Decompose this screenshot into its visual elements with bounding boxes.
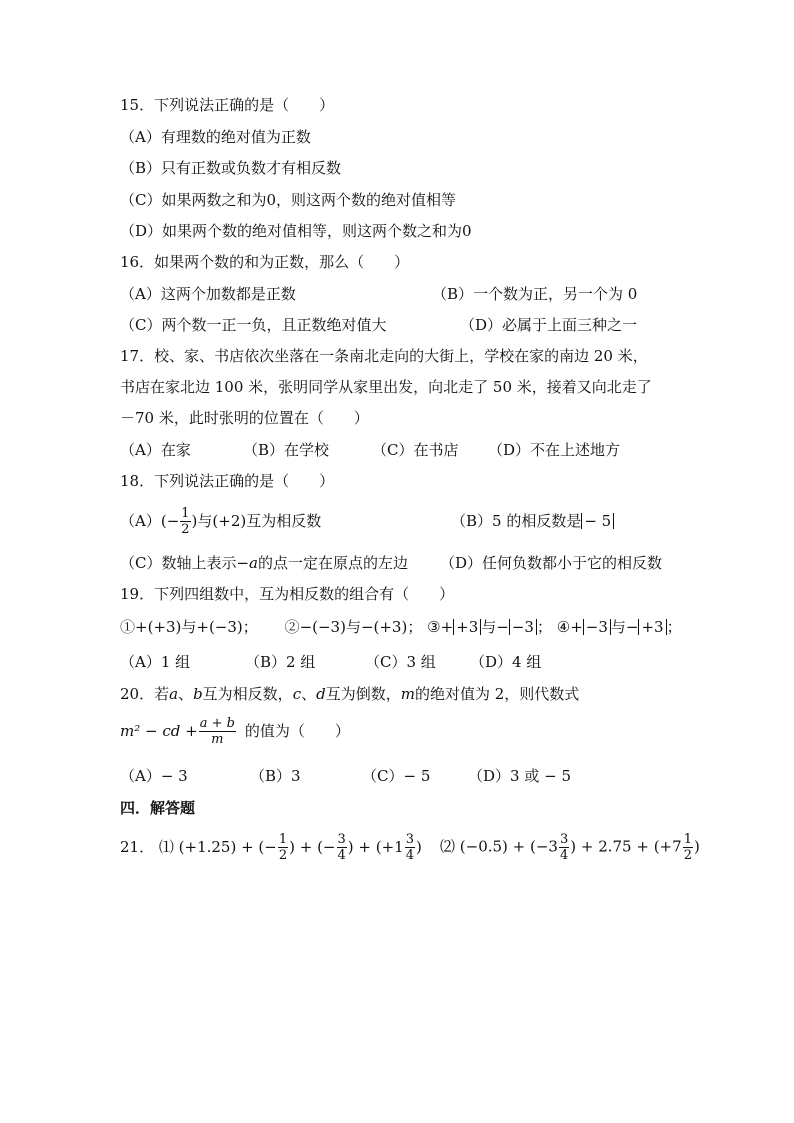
q19-option-d: （D）4 组	[470, 653, 542, 671]
q18-option-d: （D）任何负数都小于它的相反数	[440, 554, 663, 572]
q20-line-1	[120, 684, 579, 704]
q20-option-a: （A）− 3	[120, 767, 188, 785]
q21-p2-f2-num: 1	[683, 832, 692, 847]
q17-line-3: －70 米，此时张明的位置在（ ）	[120, 409, 369, 427]
q16-option-d: （D）必属于上面三种之一	[460, 316, 638, 334]
q21-p2-frac-1	[559, 832, 569, 863]
q17-line-2: 书店在家北边 100 米，张明同学从家里出发，向北走了 50 米，接着又向北走了	[120, 378, 652, 396]
q20-option-b: （B）3	[250, 767, 301, 785]
q15-option-a: （A）有理数的绝对值为正数	[120, 128, 311, 146]
q18-c-rest: 的点一定在原点的左边	[258, 554, 409, 572]
q20-fraction	[199, 716, 236, 747]
q18-a-frac-den: 2	[181, 522, 190, 537]
q20-text-3: 的绝对值为 2，则代数式	[414, 685, 580, 703]
q18-option-c	[120, 553, 408, 573]
q21-p1-f1-num: 1	[278, 832, 288, 847]
q20-var-a: a	[169, 685, 179, 703]
q20-text-2: 互为倒数，	[325, 685, 401, 703]
q16-stem: 16．如果两个数的和为正数，那么（ ）	[120, 253, 410, 271]
q21-p1-a: ⑴ (+1.25) + (−	[158, 837, 277, 856]
q19-option-c: （C）3 组	[365, 653, 436, 671]
q20-option-c: （C）− 5	[362, 767, 431, 785]
q19-g4-c: 与−	[610, 618, 639, 636]
q21-part-2	[440, 832, 700, 863]
q21-p2-c: )	[693, 837, 700, 856]
q20-expr-left: m² − cd +	[120, 721, 198, 740]
q15-stem: 15．下列说法正确的是（ ）	[120, 96, 335, 114]
q21-p1-frac-3	[405, 832, 415, 863]
q18-a-frac-num: 1	[181, 506, 190, 521]
section-4-title: 四．解答题	[120, 799, 196, 817]
q20-var-m: m	[400, 685, 415, 703]
q21-p1-f2-den: 4	[337, 848, 346, 863]
q18-b-prefix: （B）5 的相反数是	[451, 512, 582, 530]
q19-g4-e: ；	[666, 618, 682, 636]
q18-a-rest: )与(+2)互为相反数	[191, 511, 322, 530]
q19-g3-abs-1: +3	[453, 619, 481, 635]
q21-line	[120, 832, 422, 863]
q19-g3-abs-2: −3	[509, 619, 537, 635]
q17-option-c: （C）在书店	[372, 441, 459, 459]
q17-option-a: （A）在家	[120, 441, 191, 459]
q18-b-abs-value: − 5	[581, 513, 614, 529]
q21-p1-b: ) + (−	[289, 837, 336, 856]
q21-p1-f3-num: 3	[405, 832, 414, 847]
q15-option-b: （B）只有正数或负数才有相反数	[120, 159, 342, 177]
q21-p2-frac-2	[683, 832, 693, 863]
q21-p2-f1-num: 3	[559, 832, 569, 847]
q21-p2-f1-den: 4	[559, 848, 569, 863]
q19-group-1: ①+(+3)与+(−3)；	[120, 618, 258, 636]
q21-p1-f1-den: 2	[278, 848, 288, 863]
q21-p1-frac-2	[337, 832, 347, 863]
q21-number: 21．	[120, 837, 155, 856]
q18-a-fraction	[180, 506, 190, 537]
q17-option-d: （D）不在上述地方	[488, 441, 621, 459]
q19-group-2: ②−(−3)与−(+3)；	[284, 618, 423, 636]
q19-g3-e: ；	[536, 618, 552, 636]
q18-option-a	[120, 506, 321, 537]
q20-var-c: c	[292, 685, 302, 703]
q20-sep-2: 、	[301, 685, 317, 703]
q19-option-a: （A）1 组	[120, 653, 191, 671]
q19-stem: 19．下列四组数中，互为相反数的组合有（ ）	[120, 585, 455, 603]
q20-expression	[120, 716, 350, 747]
q18-stem: 18．下列说法正确的是（ ）	[120, 472, 335, 490]
q16-option-b: （B）一个数为正，另一个为 0	[432, 285, 638, 303]
q19-group-4	[557, 617, 682, 637]
q15-option-d: （D）如果两个数的绝对值相等，则这两个数之和为0	[120, 222, 472, 240]
q17-line-1: 17．校、家、书店依次坐落在一条南北走向的大街上，学校在家的南边 20 米，	[120, 347, 648, 365]
q21-p1-f2-num: 3	[337, 832, 346, 847]
q20-sep-1: 、	[178, 685, 194, 703]
q21-part-1	[159, 832, 422, 863]
q17-option-b: （B）在学校	[243, 441, 330, 459]
q21-p2-b: ) + 2.75 + (+7	[570, 837, 682, 856]
q18-option-b	[451, 511, 614, 531]
q21-p2-a: ⑵ (−0.5) + (−3	[440, 837, 558, 856]
q20-var-b: b	[193, 685, 203, 703]
q20-frac-den: m	[211, 732, 224, 747]
q21-p1-frac-1	[278, 832, 288, 863]
q18-a-prefix: （A）	[120, 511, 161, 530]
q15-option-c: （C）如果两数之和为0，则这两个数的绝对值相等	[120, 191, 457, 209]
q21-p2-f2-den: 2	[683, 848, 692, 863]
q21-p1-d: )	[416, 837, 422, 856]
q19-g4-abs-2: +3	[638, 619, 666, 635]
q19-g3-a: ③+	[427, 618, 454, 636]
q20-expr-rest: 的值为（ ）	[244, 721, 350, 740]
q16-option-a: （A）这两个加数都是正数	[120, 285, 296, 303]
q19-g4-abs-1: −3	[583, 619, 611, 635]
q16-option-c: （C）两个数一正一负，且正数绝对值大	[120, 316, 387, 334]
q21-p1-f3-den: 4	[405, 848, 414, 863]
q18-c-prefix: （C）数轴上表示	[120, 554, 237, 572]
q19-groups	[120, 617, 682, 637]
q20-option-d: （D）3 或 − 5	[468, 767, 571, 785]
q19-option-b: （B）2 组	[245, 653, 316, 671]
q19-g4-a: ④+	[556, 618, 583, 636]
q18-a-open: (−	[160, 511, 180, 530]
q19-g3-c: 与−	[481, 618, 509, 636]
q20-var-d: d	[316, 685, 326, 703]
q20-frac-num: a + b	[199, 716, 235, 731]
q20-text-1: 互为相反数，	[202, 685, 293, 703]
q18-c-variable: −a	[236, 554, 258, 572]
q20-intro: 20．若	[120, 685, 170, 703]
q21-p1-c: ) + (+1	[347, 837, 404, 856]
q19-group-3	[427, 617, 552, 637]
